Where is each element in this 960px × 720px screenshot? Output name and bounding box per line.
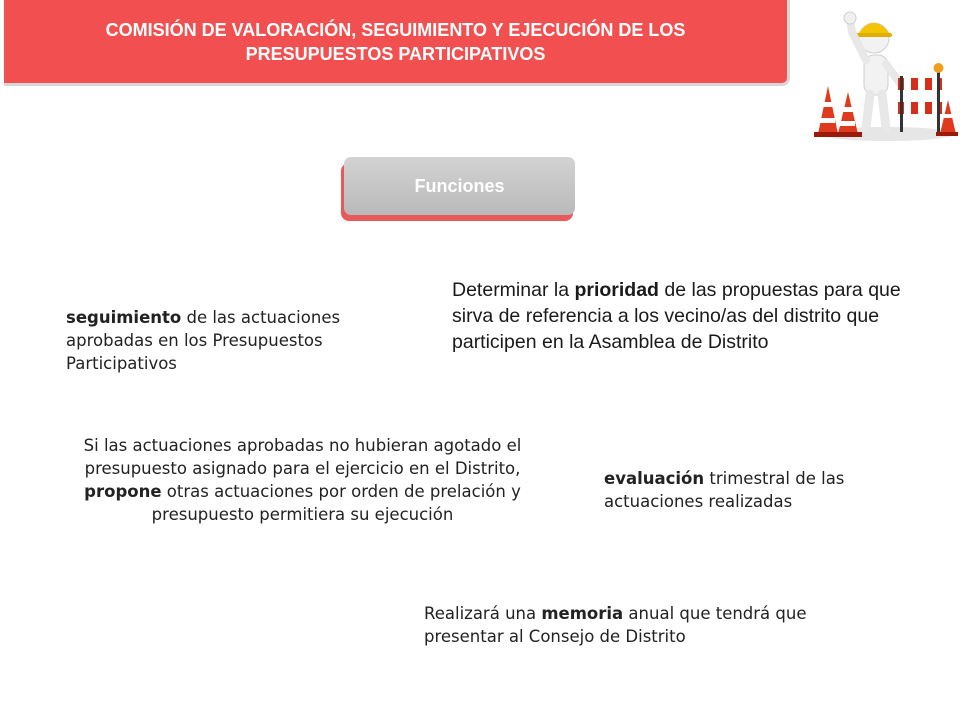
funciones-tab-label: Funciones (414, 175, 505, 196)
construction-worker-illustration (812, 2, 958, 144)
memoria-pre: Realizará una (424, 604, 542, 623)
seguimiento-rest: de las actuaciones aprobadas en los Presupuestos Participativos (66, 308, 341, 373)
determinar-rest: de las propuestas para que sirva de referencia a los vecino/as del distrito que participen en la Asamblea de Distrito (452, 279, 901, 353)
title-banner (4, 0, 790, 86)
memoria-text (424, 602, 884, 648)
propone-keyword: propone (84, 482, 162, 501)
propone-rest: otras actuaciones por orden de prelación y presupuesto permitiera su ejecución (151, 482, 521, 524)
title-line-1: COMISIÓN DE VALORACIÓN, SEGUIMIENTO Y EJECUCIÓN DE LOS (105, 19, 686, 40)
page-title (46, 18, 746, 66)
determinar-pre: Determinar la (452, 279, 575, 301)
seguimiento-keyword: seguimiento (66, 308, 182, 327)
memoria-rest: anual que tendrá que presentar al Consejo de Distrito (424, 604, 807, 646)
funciones-tab (344, 157, 575, 215)
seguimiento-text (66, 306, 406, 375)
propone-text (60, 434, 545, 526)
evaluacion-rest: trimestral de las actuaciones realizadas (604, 469, 845, 511)
memoria-keyword: memoria (541, 604, 624, 623)
determinar-prioridad-text (452, 277, 922, 355)
evaluacion-text (604, 467, 934, 513)
prioridad-keyword: prioridad (574, 279, 659, 301)
title-line-2: PRESUPUESTOS PARTICIPATIVOS (245, 43, 546, 64)
evaluacion-keyword: evaluación (604, 469, 705, 488)
propone-pre: Si las actuaciones aprobadas no hubieran agotado el presupuesto asignado para el ejercicio en el Distrito, (83, 436, 522, 478)
